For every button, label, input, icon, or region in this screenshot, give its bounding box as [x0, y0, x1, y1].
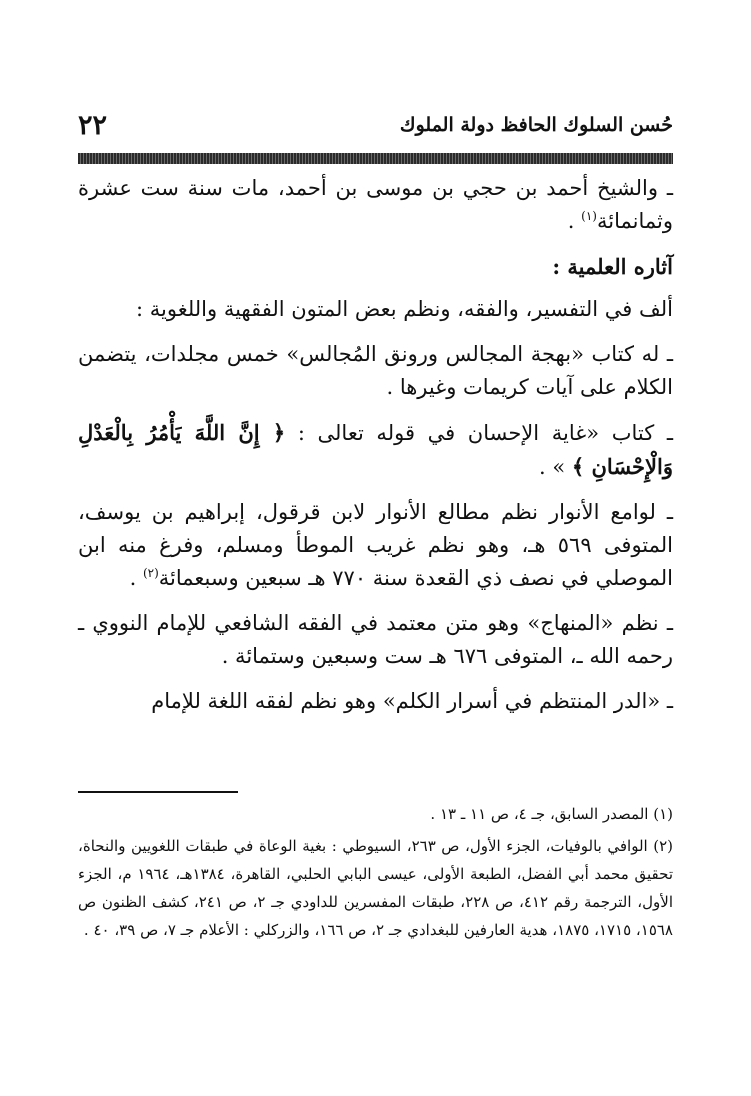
paragraph-bahjat: ـ له كتاب «بهجة المجالس ورونق المُجالس» خمس مجلدات، يتضمن الكلام على آيات كريمات وغيرها . [78, 342, 673, 399]
paragraph-text: ـ لوامع الأنوار نظم مطالع الأنوار لابن قرقول، إبراهيم بن يوسف، المتوفى ٥٦٩ هـ، وهو نظم غريب الموطأ ومسلم، وفرغ منه ابن الموصلي في نصف ذي القعدة سنة ٧٧٠ هـ سبعين وسبعمائة [78, 500, 674, 590]
header-rule [78, 153, 673, 164]
footnote-2: (٢) الوافي بالوفيات، الجزء الأول، ص ٢٦٣، السيوطي : بغية الوعاة في طبقات اللغويين والنحاة، تحقيق محمد أبي الفضل، الطبعة الأولى، عيسى البابي الحلبي، القاهرة، ١٣٨٤هـ، ١٩٦٤ م، الجزء الأول، الترجمة رقم ٤١٢، ص ٢٢٨، طبقات المفسرين للداودي جـ ٢، ص ٢٤١، كشف الظنون ص ١٥٦٨، ١٧١٥، ١٨٧٥، هدية العارفين للبغدادي جـ ٢، ص ١٦٦، والزركلي : الأعلام جـ ٧، ص ٣٩، ٤٠ . [78, 837, 674, 939]
footnotes [78, 800, 673, 948]
running-title: حُسن السلوك الحافظ دولة الملوك [399, 114, 673, 136]
footnote-ref-1: (١) [581, 209, 597, 223]
paragraph-teacher [78, 172, 673, 238]
footnote-ref-2: (٢) [142, 566, 159, 580]
footnote-rule [78, 791, 238, 793]
paragraph-text: ـ والشيخ أحمد بن حجي بن موسى بن أحمد، مات سنة ست عشرة وثمانمائة [78, 176, 673, 233]
paragraph-ghayat [78, 416, 673, 484]
running-head [78, 110, 673, 144]
page-number: ٢٢ [78, 110, 108, 141]
paragraph-text: ـ كتاب «غاية الإحسان في قوله تعالى : [285, 421, 673, 445]
paragraph-durr: ـ «الدر المنتظم في أسرار الكلم» وهو نظم لفقه اللغة للإمام [151, 689, 673, 713]
main-text [78, 172, 673, 730]
paragraph-end: . [567, 209, 582, 233]
footnote-1: (١) المصدر السابق، جـ ٤، ص ١١ ـ ١٣ . [430, 805, 673, 823]
paragraph-lawami [78, 496, 673, 595]
paragraph-end: » . [539, 455, 572, 479]
section-heading: آثاره العلمية : [552, 254, 673, 279]
paragraph-end: . [129, 566, 143, 590]
paragraph-minhaj: ـ نظم «المنهاج» وهو متن معتمد في الفقه الشافعي للإمام النووي ـ رحمه الله ـ، المتوفى ٦٧٦ هـ ست وسبعين وستمائة . [78, 611, 673, 668]
quran-verse: ﴿ إِنَّ اللَّهَ يَأْمُرُ بِالْعَدْلِ وَالْإِحْسَانِ ﴾ [78, 420, 673, 479]
paragraph-intro: ألف في التفسير، والفقه، ونظم بعض المتون الفقهية واللغوية : [136, 297, 673, 321]
